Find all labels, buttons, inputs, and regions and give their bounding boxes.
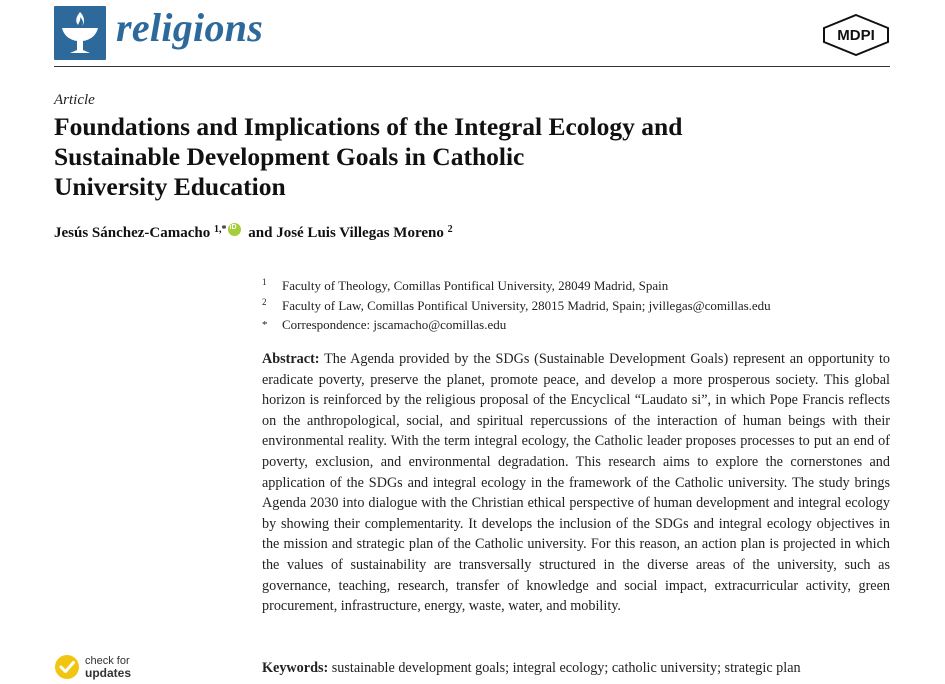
title-line: Foundations and Implications of the Integral Ecology and xyxy=(54,112,683,141)
affiliations xyxy=(262,276,882,335)
journal-header xyxy=(54,4,890,66)
title-line: University Education xyxy=(54,172,286,201)
affiliation-mark: 1 xyxy=(262,277,267,287)
author-affiliation-mark: 1,* xyxy=(214,224,227,235)
check-for-updates-badge[interactable] xyxy=(54,654,144,684)
author-list xyxy=(54,223,453,242)
journal-name[interactable]: religions xyxy=(116,5,264,50)
affiliation-item xyxy=(262,276,882,296)
correspondence-item xyxy=(262,315,882,335)
correspondence-mark: * xyxy=(262,319,268,331)
journal-logo xyxy=(54,6,106,60)
check-for-updates-text xyxy=(85,655,131,679)
correspondence-text: Correspondence: jscamacho@comillas.edu xyxy=(282,317,507,332)
affiliation-text: Faculty of Theology, Comillas Pontifical University, 28049 Madrid, Spain xyxy=(282,278,669,293)
author-name[interactable]: José Luis Villegas Moreno xyxy=(276,225,444,241)
affiliation-text: Faculty of Law, Comillas Pontifical University, 28015 Madrid, Spain; jvillegas@comillas.edu xyxy=(282,297,771,313)
abstract-label: Abstract: xyxy=(262,351,320,367)
header-divider xyxy=(54,66,890,67)
check-for-updates-line2: updates xyxy=(85,666,132,680)
orcid-icon[interactable] xyxy=(228,223,241,236)
author-name[interactable]: Jesús Sánchez-Camacho xyxy=(54,225,211,241)
mdpi-logo[interactable] xyxy=(822,14,890,56)
check-for-updates-line1: check for xyxy=(85,655,130,667)
author-affiliation-mark: 2 xyxy=(447,224,453,235)
checkmark-badge-icon xyxy=(54,654,80,680)
author-joiner: and xyxy=(248,225,273,241)
article-title xyxy=(54,112,874,202)
article-type: Article xyxy=(54,92,95,108)
chalice-flame-icon xyxy=(54,6,106,60)
keywords-label: Keywords: xyxy=(262,660,329,676)
mdpi-logo-text: MDPI xyxy=(837,27,875,44)
keywords-text: sustainable development goals; integral ecology; catholic university; strategic plan xyxy=(331,660,801,676)
affiliation-mark: 2 xyxy=(262,296,267,307)
abstract xyxy=(262,349,890,617)
keywords xyxy=(262,660,890,677)
abstract-text: The Agenda provided by the SDGs (Sustainable Development Goals) represent an opportunity to eradicate poverty, preserve the planet, promote peace, and develop a more prosperous society. This global horizon is reinforced by the religious proposal of the Encyclical “Laudato si”, in which Pope Francis reflects on the anthropological, social, and spiritual repercussions of the interaction of human beings with their environmental reality. With the term integral ecology, the Catholic leader proposes processes to put an end of poverty, exclusion, and environmental degradation. This research aims to explore the cornerstones and application of the SDGs and integral ecology in the framework of the Catholic university. The study brings Agenda 2030 into dialogue with the Christian ethical perspective of human development and integral ecology by showing their complementarity. It develops the inclusion of the SDGs and integral ecology objectives in the mission and strategic plan of the Catholic university. For this reason, an action plan is projected in which the values of sustainability are transversally structured in the diverse areas of the university, such as governance, teaching, research, transfer of knowledge and social impact, extracurricular activity, green procurement, infrastructure, energy, waste, water, and mobility. xyxy=(262,351,891,615)
title-line: Sustainable Development Goals in Catholic xyxy=(54,142,525,171)
affiliation-item xyxy=(262,296,882,316)
